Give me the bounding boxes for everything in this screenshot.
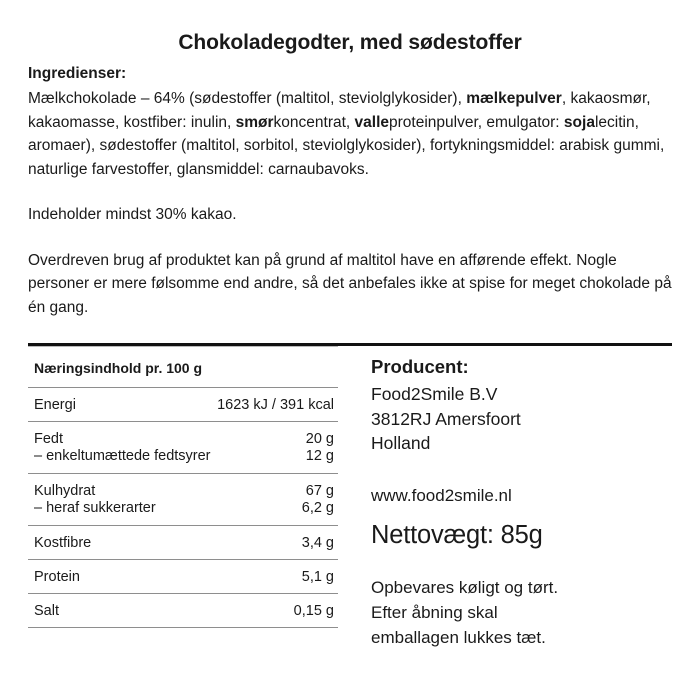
ingredients-heading: Ingredienser:	[28, 65, 127, 83]
table-row	[28, 526, 338, 560]
ingredient-run: koncentrat,	[273, 113, 355, 131]
table-row	[28, 560, 338, 594]
cocoa-statement: Indeholder mindst 30% kakao.	[28, 206, 237, 224]
nutrient-value: 0,15 g	[214, 594, 338, 628]
table-row	[28, 388, 338, 422]
nutrient-name: Kostfibre	[28, 526, 214, 560]
ingredient-allergen: valle	[354, 113, 390, 131]
nutrient-value: 5,1 g	[214, 560, 338, 594]
table-row	[28, 448, 338, 474]
producer-name: Food2Smile B.V	[371, 383, 498, 404]
nutrition-table	[28, 346, 338, 628]
producer-heading: Producent:	[371, 356, 469, 378]
producer-country: Holland	[371, 433, 431, 454]
ingredient-allergen: soja	[563, 113, 595, 131]
page-title: Chokoladegodter, med sødestoffer	[178, 31, 522, 54]
nutrient-name: Salt	[28, 594, 214, 628]
nutrient-value: 6,2 g	[214, 500, 338, 526]
storage-line: emballagen lukkes tæt.	[371, 627, 546, 647]
nutrition-column	[28, 346, 338, 628]
storage-instructions	[371, 576, 672, 650]
nutrient-name: Energi	[28, 388, 214, 422]
nutrient-name: – heraf sukkerarter	[28, 500, 214, 526]
nutrition-table-heading: Næringsindhold pr. 100 g	[28, 347, 338, 388]
ingredients-text	[28, 87, 672, 181]
nutrition-table-header-row	[28, 347, 338, 388]
laxative-warning: Overdreven brug af produktet kan på grund af maltitol have en afførende effekt. Nogle personer er mere følsomme end andre, så det anbefales ikke at spise for meget chokolade på én gang.	[28, 251, 672, 316]
ingredient-run: , kakaosmør, kakaomasse, kostfiber: inulin,	[28, 90, 651, 131]
producer-address: 3812RJ Amersfoort	[371, 408, 521, 429]
ingredient-run: lecitin, aromaer), sødestoffer (maltitol, sorbitol, steviolglykosider), fortykningsmiddel: arabisk gummi, naturlige farvestoffer, glansmiddel: carnaubavoks.	[28, 113, 665, 178]
storage-line: Efter åbning skal	[371, 602, 498, 622]
ingredient-allergen: mælkepulver	[466, 90, 562, 108]
producer-column	[338, 346, 672, 650]
storage-line: Opbevares køligt og tørt.	[371, 578, 559, 598]
nutrient-name: Fedt	[34, 431, 64, 448]
table-row	[28, 474, 338, 501]
net-weight: Nettovægt: 85g	[371, 521, 543, 550]
nutrient-value: 3,4 g	[214, 526, 338, 560]
table-row	[28, 594, 338, 628]
nutrient-value: 67 g	[305, 483, 334, 500]
nutrient-value: 1623 kJ / 391 kcal	[214, 388, 338, 422]
nutrition-table-body	[28, 347, 338, 628]
nutrient-name: Kulhydrat	[34, 483, 96, 500]
nutrient-name: Protein	[28, 560, 214, 594]
nutrient-value: 12 g	[214, 448, 338, 474]
lower-section	[28, 346, 672, 650]
ingredient-allergen: smør	[235, 113, 274, 131]
table-row	[28, 500, 338, 526]
ingredient-run: Mælkchokolade – 64% (sødestoffer (maltitol, steviolglykosider),	[28, 90, 467, 108]
nutrient-value: 20 g	[305, 431, 334, 448]
table-row	[28, 422, 338, 449]
producer-website[interactable]: www.food2smile.nl	[371, 486, 512, 506]
nutrient-name: – enkeltumættede fedtsyrer	[28, 448, 214, 474]
ingredient-run: proteinpulver, emulgator:	[389, 113, 564, 131]
